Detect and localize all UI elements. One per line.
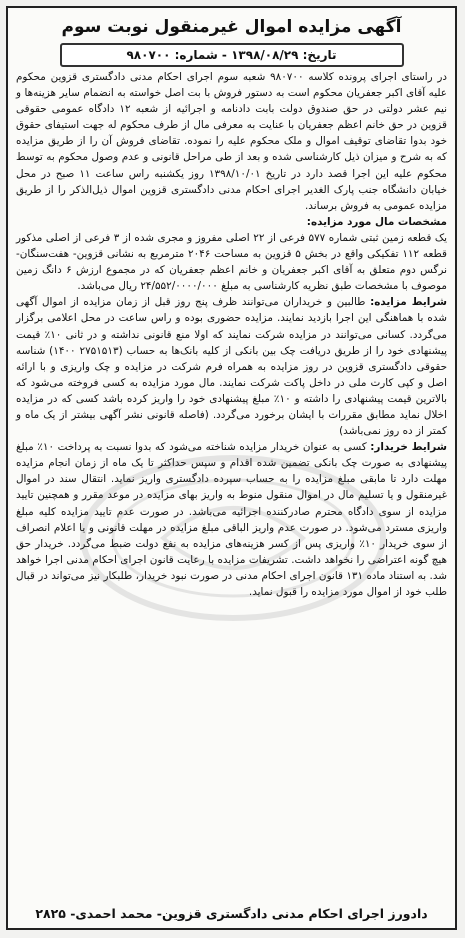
notice-footer-signature: دادورز اجرای احکام مدنی دادگستری قزوین- محمد احمدی- ۲۸۲۵ bbox=[35, 906, 428, 921]
notice-frame bbox=[6, 6, 457, 930]
notice-body bbox=[16, 69, 447, 600]
intro-paragraph: در راستای اجرای پرونده کلاسه ۹۸۰۷۰۰ شعبه سوم اجرای احکام مدنی دادگستری قزوین محکوم علیه آقای اکبر جعفریان محکوم است به دستور فروش با بت اصل خواسته به انضمام سایر هزینه‌ها و نیم عشر دولتی در حق صندوق دولت بابت دادنامه و اجرائیه از شعبه ۱۲ دادگاه عمومی حقوقی قزوین در حق خانم اعظم جعفریان با عنایت به معرفی مال از طرف محکوم له جهت استیفای حقوق خود بدوا تقاضای توقیف اموال و ملک محکوم علیه را نموده. تقاضای فروش آن را از طریق مزایده که به شرح و میزان ذیل کارشناسی شده و بعد از طی مراحل قانونی و عدم وصول محکوم به توسط محکوم علیه این اجرا قصد دارد در تاریخ ۱۳۹۸/۱۰/۰۱ روز یکشنبه راس ساعت ۱۱ صبح در محل خیابان دانشگاه جنب پارک الغدیر اجرای احکام مدنی دادگستری قزوین اموال ذیل‌الذکر را از طریق مزایده عمومی به فروش برساند. bbox=[16, 71, 448, 212]
property-heading: مشخصات مال مورد مزایده: bbox=[306, 215, 447, 228]
conditions-paragraph bbox=[16, 294, 447, 439]
notice-title: آگهی مزایده اموال غیرمنقول نوبت سوم bbox=[61, 17, 402, 37]
buyer-heading: شرایط خریدار: bbox=[370, 441, 447, 454]
property-paragraph: یک قطعه زمین ثبتی شماره ۵۷۷ فرعی از ۲۲ اصلی مفروز و مجری شده از ۳ فرعی از اصلی مذکور قطعه ۱۱۲ تفکیکی واقع در بخش ۵ قزوین به مساحت ۲۰۴۶ مترمربع به نشانی قزوین- هفت‌سنگان- نرگس دوم متعلق به آقای اکبر جعفریان و خانم اعظم جعفریان که در مجموع ارزش ۶ دانگ زمین موصوف با مشخصات طبق نظریه کارشناسی به مبلغ ۲۴/۵۵۲/۰۰۰۰/۰۰۰ ریال می‌باشد. bbox=[16, 231, 448, 293]
buyer-text: کسی به عنوان خریدار مزایده شناخته می‌شود که بدوا نسبت به پرداخت ۱۰٪ مبلغ پیشنهادی به صورت چک بانکی تضمین شده اقدام و سپس حداکثر تا یک ماه از زمان انجام مزایده مهلت دارد تا مابقی مبلغ مزایده را به حساب سپرده دادگستری واریز نماید. انتقال سند در اموال غیرمنقول و یا تسلیم مال در اموال منقول منوط به واریز بهای مزایده در موعد مقرر و همچنین تایید مزایده از سوی دادگاه محترم صادرکننده اجرائیه می‌باشد. در صورت عدم تایید مزایده کلیه مبلغ واریزی مسترد می‌شود. در صورت عدم واریز الباقی مبلغ مزایده در مهلت قانونی و یا اعلام انصراف از سوی خریدار ۱۰٪ واریزی پس از کسر هزینه‌های مزایده به نفع دولت ضبط می‌گردد. خریدار حق هیچ گونه اعتراضی را نخواهد داشت. تشریفات مزایده با رعایت قانون اجرای احکام مدنی اجرا خواهد شد. به استناد ماده ۱۳۱ قانون اجرای احکام مدنی در صورت نبود خریدار، طلبکار نیز می‌تواند در قبال طلب خود از اموال مورد مزایده را قبول نماید. bbox=[16, 441, 447, 598]
conditions-text: طالبین و خریداران می‌توانند ظرف پنج روز قبل از زمان مزایده از اموال آگهی شده با هماهنگی این اجرا بازدید نمایند. مزایده حضوری بوده و راس ساعت در محل اعلامی برگزار می‌گردد. کسانی می‌توانند در مزایده شرکت نمایند که اولا منع قانونی نداشته و در ثانی ۱۰٪ قیمت پیشنهادی خود را از طریق دریافت چک بین بانکی از کلیه بانک‌ها به حساب (۲۷۵۱۵۱۳ ۱۴۰۰) شناسه حقوقی دادگستری قزوین در روز مزایده به همراه فرم شرکت در مزایده و چک واریزی و با ارائه اصل و کپی کارت ملی در داخل پاکت شرکت نمایند. مال مورد مزایده به کسی فروخته می‌شود که بالاترین قیمت پیشنهادی را داشته و ۱۰٪ مبلغ پیشنهادی خود را واریز کرده باشد کسی که در مزایده اخلال نماید مطابق مقررات با ایشان برخورد می‌گردد. (فاصله قانونی نشر آگهی بیشتر از یک ماه و کمتر از ده روز نمی‌باشد) bbox=[16, 296, 448, 438]
buyer-paragraph bbox=[16, 439, 447, 600]
conditions-heading: شرایط مزایده: bbox=[370, 296, 447, 309]
notice-date-number: تاریخ: ۱۳۹۸/۰۸/۲۹ - شماره: ۹۸۰۷۰۰ bbox=[60, 43, 404, 67]
